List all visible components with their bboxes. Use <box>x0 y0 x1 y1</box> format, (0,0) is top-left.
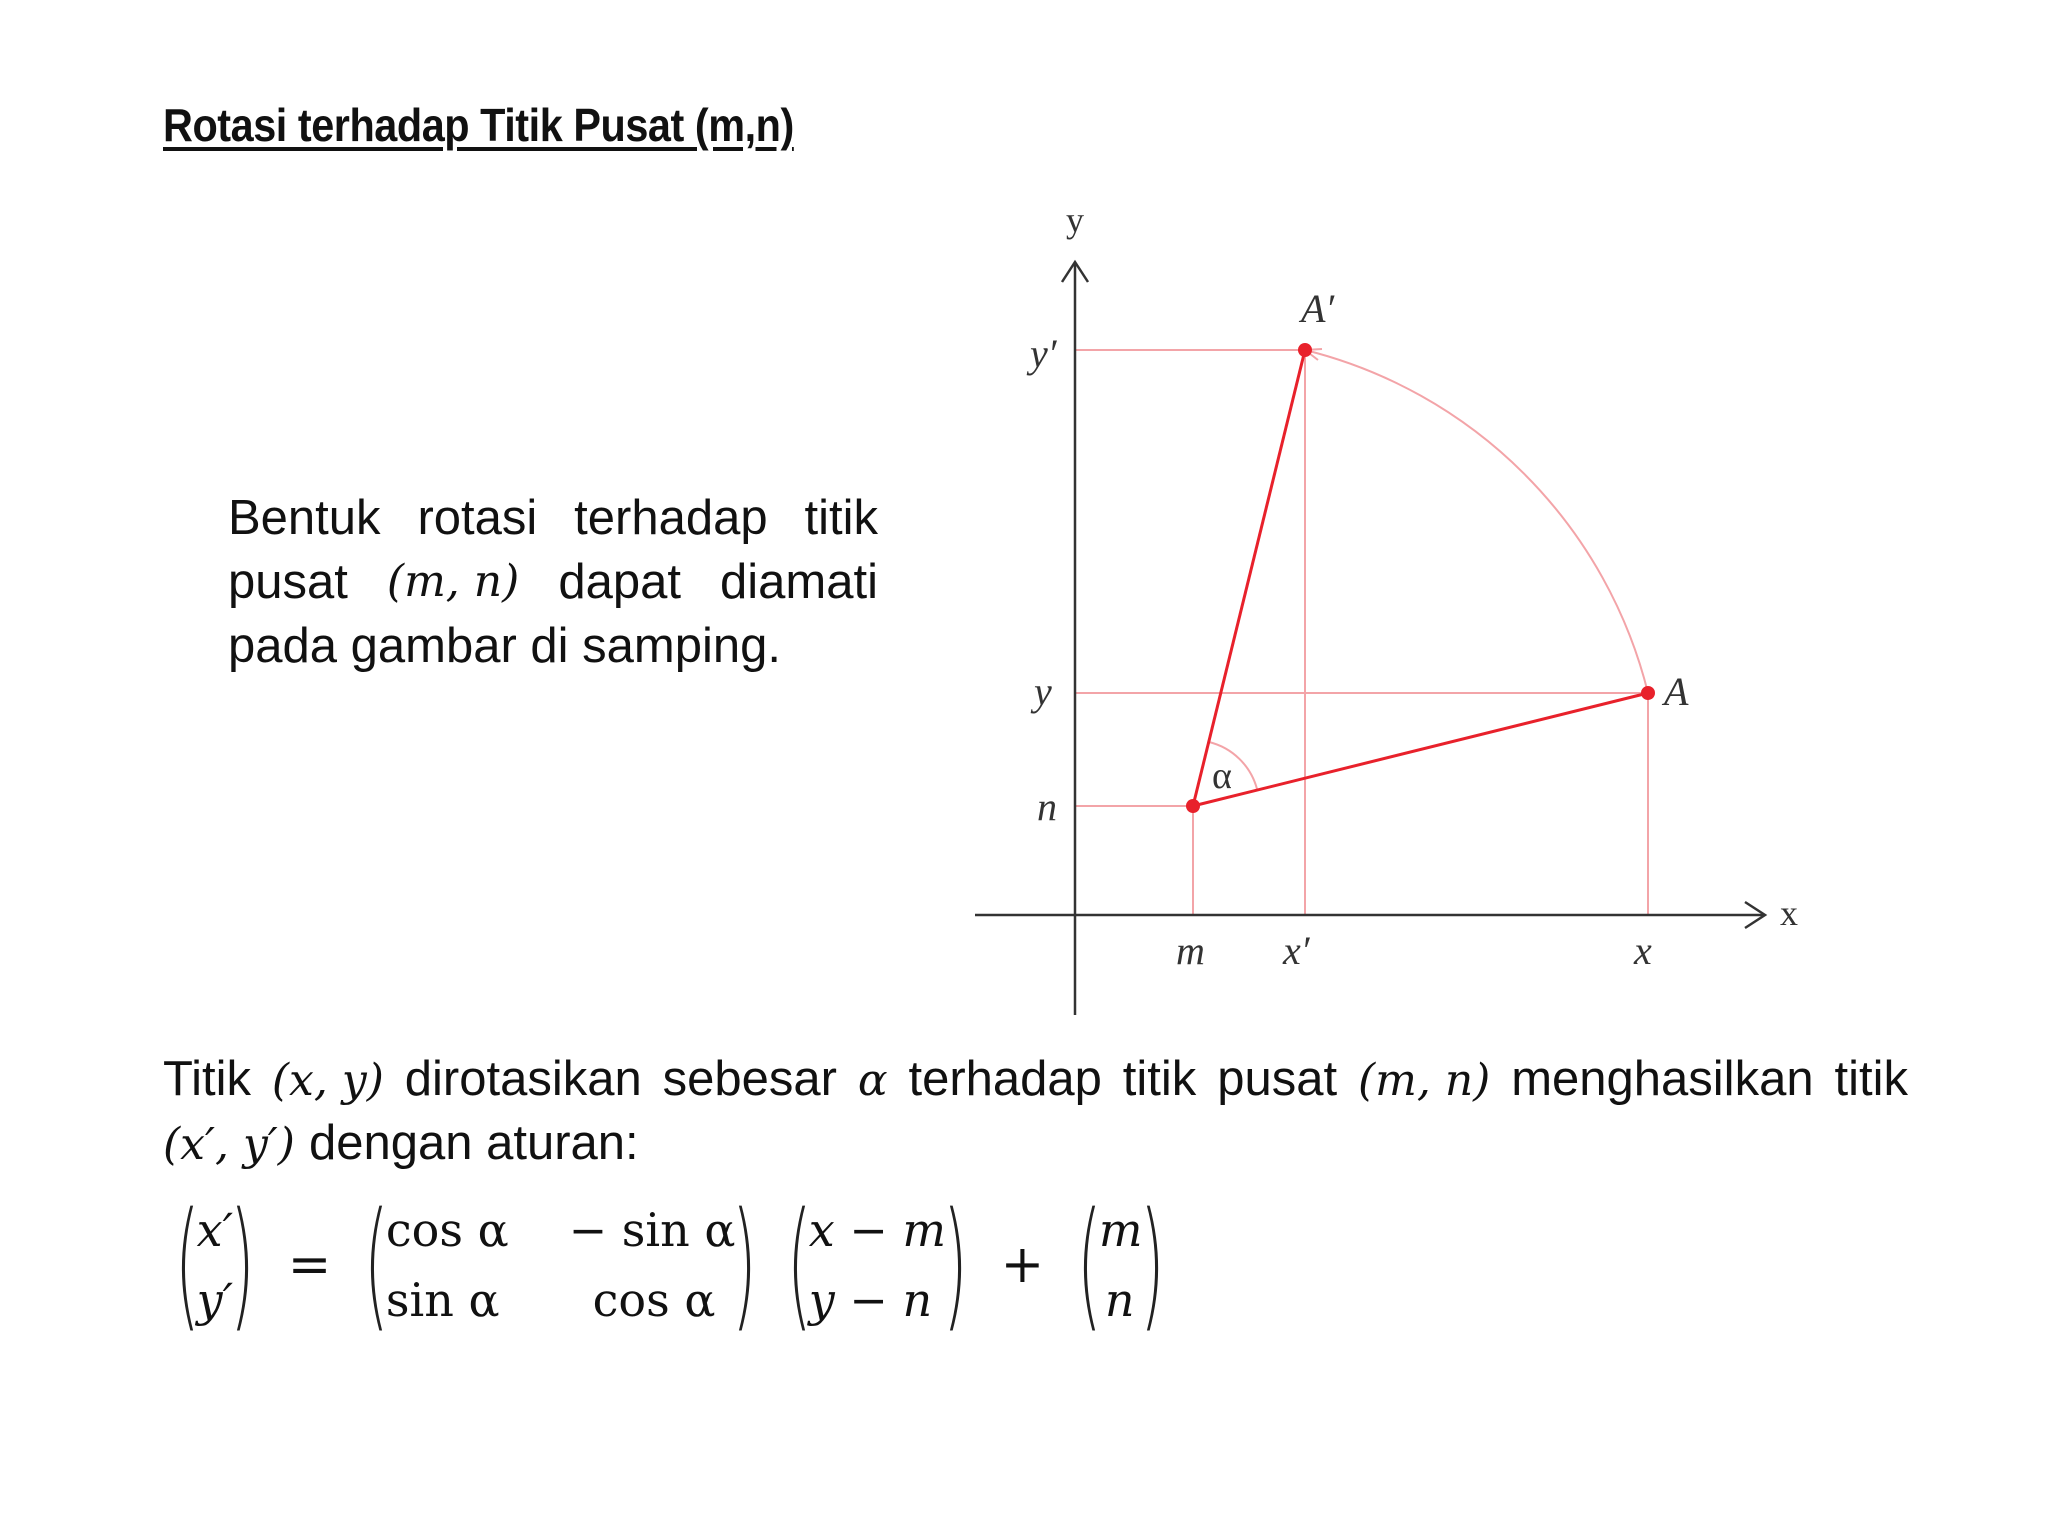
label-A-prime: A′ <box>1301 286 1335 331</box>
points <box>1186 343 1655 813</box>
word: dirotasikan <box>404 1052 642 1106</box>
point-math: (x, y) <box>271 1055 384 1106</box>
word: dengan aturan: <box>308 1116 639 1170</box>
word: pusat <box>1217 1052 1338 1106</box>
equals-sign: = <box>287 1235 332 1295</box>
rotation-arc <box>1305 350 1648 693</box>
segment-center-to-A <box>1193 693 1648 806</box>
tick-y: y <box>1034 669 1052 714</box>
tick-y-prime: y′ <box>1030 331 1057 376</box>
cell: cos α <box>592 1273 716 1327</box>
point-A-prime <box>1298 343 1312 357</box>
center-point <box>1186 799 1200 813</box>
word: titik <box>1834 1052 1908 1106</box>
guide-lines <box>1075 349 1648 915</box>
label-A: A <box>1664 669 1689 714</box>
word: Bentuk <box>228 491 381 545</box>
word: Titik <box>163 1052 251 1106</box>
plus-sign: + <box>1000 1235 1045 1295</box>
rotation-diagram <box>960 195 1820 1025</box>
angle-math: α <box>857 1055 888 1106</box>
rotation-matrix: ( cos α − sin α sin α cos α ) <box>364 1183 758 1346</box>
word: titik <box>804 491 878 545</box>
cell: y′ <box>196 1273 234 1327</box>
word: terhadap <box>908 1052 1102 1106</box>
angle-label: α <box>1212 755 1232 797</box>
center-point-math: (m, n) <box>386 556 520 607</box>
image-point-math: (x′, y′) <box>163 1119 295 1170</box>
cell: x′ <box>196 1203 234 1257</box>
word: terhadap <box>574 491 768 545</box>
word: dapat <box>558 555 681 609</box>
cell: n <box>1104 1273 1135 1327</box>
tick-x-prime: x′ <box>1283 928 1310 973</box>
word: pusat <box>228 555 348 609</box>
center-math: (m, n) <box>1357 1055 1491 1106</box>
difference-vector: ( x − m y − n ) <box>787 1183 968 1346</box>
axis-x-label: x <box>1780 893 1798 933</box>
tick-m: m <box>1176 928 1205 973</box>
word: titik <box>1122 1052 1197 1106</box>
cell: sin α <box>385 1273 500 1327</box>
rule-statement <box>163 1048 1908 1176</box>
radius-segments <box>1193 350 1648 806</box>
point-A <box>1641 686 1655 700</box>
word: sebesar <box>662 1052 837 1106</box>
page-title: Rotasi terhadap Titik Pusat (m,n) <box>163 99 794 151</box>
line: pada gambar di samping. <box>228 619 781 673</box>
segment-center-to-A-prime <box>1193 350 1305 806</box>
tick-x: x <box>1634 928 1652 973</box>
result-vector: ( x′ y′ ) <box>175 1183 255 1346</box>
cell: − sin α <box>568 1203 736 1257</box>
word: rotasi <box>417 491 538 545</box>
word: diamati <box>720 555 878 609</box>
cell: cos α <box>385 1203 509 1257</box>
axes <box>975 262 1765 1015</box>
center-vector: ( m n ) <box>1077 1183 1165 1346</box>
description-paragraph <box>228 486 878 678</box>
cell: x − m <box>808 1203 947 1257</box>
word: menghasilkan <box>1511 1052 1814 1106</box>
rotation-formula <box>160 1183 1179 1346</box>
cell: m <box>1098 1203 1143 1257</box>
cell: y − n <box>808 1273 933 1327</box>
tick-n: n <box>1037 784 1057 829</box>
axis-y-label: y <box>1066 200 1084 240</box>
